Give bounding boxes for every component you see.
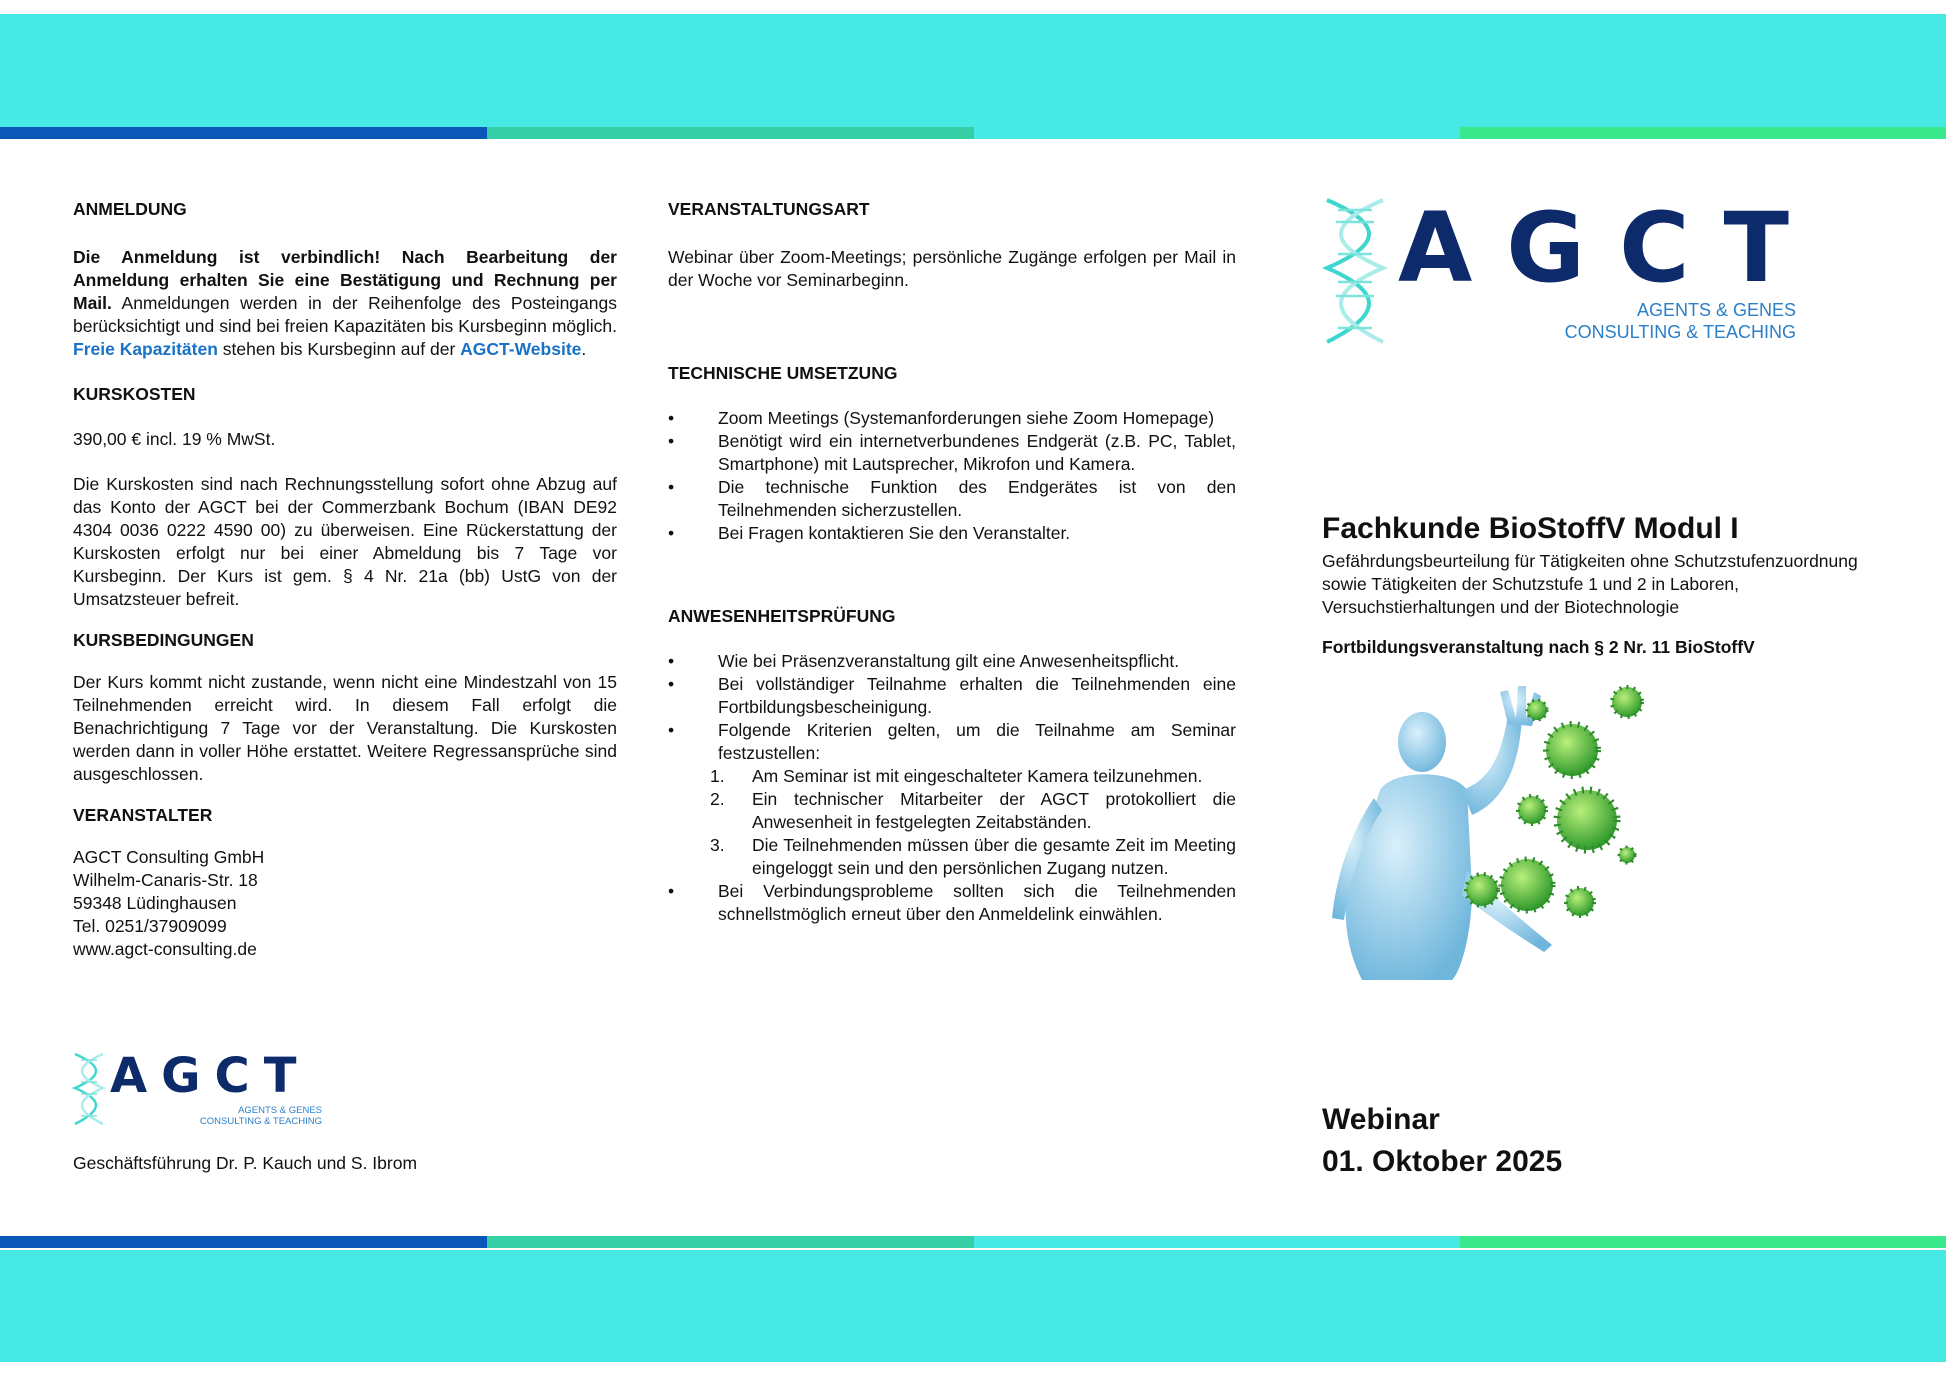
city: 59348 Lüdinghausen (73, 893, 237, 913)
criteria-number: 2. (710, 789, 725, 809)
phone: Tel. 0251/37909099 (73, 916, 227, 936)
bottom-stripe-mint (1460, 1236, 1946, 1248)
top-stripe-green (487, 127, 974, 139)
kurskosten-heading: KURSKOSTEN (73, 384, 196, 404)
agct-logo-small (72, 1048, 332, 1128)
anmeldung-text-1: Anmeldungen werden in der Reihenfolge des Posteingangs berücksichtigt und sind bei freien Kapazitäten bis Kursbeginn möglich. (73, 293, 617, 336)
anwesenheit-heading: ANWESENHEITSPRÜFUNG (668, 606, 896, 626)
logo-line1-large: AGENTS & GENES (1636, 300, 1796, 320)
technik-heading: TECHNISCHE UMSETZUNG (668, 363, 898, 383)
anwesenheit-list (668, 650, 1236, 765)
veranstaltungsart-heading: VERANSTALTUNGSART (668, 199, 870, 219)
bottom-stripe-cyan (974, 1236, 1460, 1248)
top-stripe-cyan (974, 127, 1460, 139)
kursbedingungen-text: Der Kurs kommt nicht zustande, wenn nicht eine Mindestzahl von 15 Teilnehmenden erreicht wird. In diesem Fall erfolgt die Benachrichtigung 7 Tage vor der Veranstaltung. Die Kurskosten werden dann in voller Höhe erstattet. Weitere Regressansprüche sind ausgeschlossen. (73, 672, 617, 784)
virus-icon (1566, 888, 1594, 916)
criteria-number: 1. (710, 766, 725, 786)
criteria-list (668, 765, 1236, 880)
middle-column (668, 198, 1236, 926)
logo-line2-small: CONSULTING & TEACHING (199, 1116, 322, 1127)
list-item: • Wie bei Präsenzveranstaltung gilt eine Anwesenheitspflicht. (668, 650, 1236, 673)
anwesenheit-list-end (668, 880, 1236, 926)
logo-line2-large: CONSULTING & TEACHING (1564, 322, 1796, 342)
anmeldung-heading: ANMELDUNG (73, 199, 187, 219)
list-item: • Zoom Meetings (Systemanforderungen siehe Zoom Homepage) (668, 407, 1236, 430)
list-item: • Bei Verbindungsprobleme sollten sich die Teilnehmenden schnellstmöglich erneut über den Anmeldelink einwählen. (668, 880, 1236, 926)
event-format: Webinar (1322, 1103, 1440, 1136)
top-stripe-mint (1460, 127, 1946, 139)
top-stripe-blue (0, 127, 487, 139)
criteria-text: Am Seminar ist mit eingeschalteter Kamera teilzunehmen. (752, 766, 1203, 786)
virus-icon (1619, 847, 1635, 863)
top-color-band (0, 14, 1946, 128)
dna-helix-icon (72, 1052, 106, 1128)
bottom-color-band (0, 1250, 1946, 1362)
technik-list (668, 407, 1236, 545)
criteria-text: Ein technischer Mitarbeiter der AGCT protokolliert die Anwesenheit in festgelegten Zeitabständen. (752, 789, 1236, 832)
capacity-link[interactable]: Freie Kapazitäten (73, 339, 218, 359)
virus-icon (1612, 687, 1642, 717)
kursbedingungen-heading: KURSBEDINGUNGEN (73, 630, 254, 650)
virus-icon (1546, 724, 1598, 776)
left-column (73, 198, 617, 961)
logo-letters-small: AGCT (110, 1048, 311, 1104)
bottom-stripe-green (487, 1236, 974, 1248)
logo-letters-large: AGCT (1398, 192, 1824, 304)
list-item: • Bei vollständiger Teilnahme erhalten die Teilnehmenden eine Fortbildungsbescheinigung. (668, 673, 1236, 719)
event-date: 01. Oktober 2025 (1322, 1145, 1563, 1178)
human-virus-illustration (1322, 680, 1662, 980)
agct-logo-large (1322, 192, 1824, 346)
course-title: Fachkunde BioStoffV Modul I (1322, 512, 1739, 545)
virus-icon (1557, 790, 1617, 850)
company-name: AGCT Consulting GmbH (73, 847, 265, 867)
veranstaltungsart-text: Webinar über Zoom-Meetings; persönliche Zugänge erfolgen per Mail in der Woche vor Seminarbeginn. (668, 247, 1236, 290)
virus-icon (1466, 874, 1498, 906)
virus-icon (1527, 700, 1547, 720)
kurskosten-text: Die Kurskosten sind nach Rechnungsstellung sofort ohne Abzug auf das Konto der AGCT bei der Commerzbank Bochum (IBAN DE92 4304 0036 0222 4590 00) zu überweisen. Eine Rückerstattung der Kurskosten erfolgt nur bei einer Abmeldung bis 7 Tage vor Kursbeginn. Der Kurs ist gem. § 4 Nr. 21a (bb) UstG von der Umsatzsteuer befreit. (73, 474, 617, 609)
list-item: • Die technische Funktion des Endgerätes ist von den Teilnehmenden sicherzustellen. (668, 476, 1236, 522)
criteria-item (668, 834, 1236, 880)
anmeldung-paragraph (73, 246, 617, 361)
logo-line1-small: AGENTS & GENES (238, 1105, 322, 1116)
fortbildung-note: Fortbildungsveranstaltung nach § 2 Nr. 11 BioStoffV (1322, 637, 1755, 657)
website-link[interactable]: AGCT-Website (460, 339, 582, 359)
criteria-item (668, 765, 1236, 788)
criteria-item (668, 788, 1236, 834)
street: Wilhelm-Canaris-Str. 18 (73, 870, 258, 890)
management-line: Geschäftsführung Dr. P. Kauch und S. Ibrom (73, 1153, 418, 1173)
virus-icon (1501, 859, 1553, 911)
anmeldung-bold: Die Anmeldung ist verbindlich! Nach Bearbeitung der Anmeldung erhalten Sie eine Bestätigung und Rechnung per Mail. (73, 247, 617, 313)
veranstalter-address (73, 846, 617, 961)
website[interactable]: www.agct-consulting.de (73, 939, 257, 959)
anmeldung-text-2: stehen bis Kursbeginn auf der (217, 339, 461, 359)
list-item: • Bei Fragen kontaktieren Sie den Veranstalter. (668, 522, 1236, 545)
kurskosten-price: 390,00 € incl. 19 % MwSt. (73, 429, 276, 449)
bottom-stripe-blue (0, 1236, 487, 1248)
dna-helix-icon (1322, 196, 1388, 346)
list-item: • Folgende Kriterien gelten, um die Teilnahme am Seminar festzustellen: (668, 719, 1236, 765)
criteria-text: Die Teilnehmenden müssen über die gesamte Zeit im Meeting eingeloggt sein und den persönlichen Zugang nutzen. (752, 835, 1236, 878)
veranstalter-heading: VERANSTALTER (73, 805, 213, 825)
criteria-number: 3. (710, 835, 725, 855)
virus-icon (1518, 796, 1546, 824)
list-item: • Benötigt wird ein internetverbundenes Endgerät (z.B. PC, Tablet, Smartphone) mit Lautsprecher, Mikrofon und Kamera. (668, 430, 1236, 476)
anmeldung-text-3: . (581, 339, 587, 359)
course-subtitle: Gefährdungsbeurteilung für Tätigkeiten ohne Schutzstufenzuordnung sowie Tätigkeiten der Schutzstufe 1 und 2 in Laboren, Versuchstierhaltungen und der Biotechnologie (1322, 551, 1858, 617)
